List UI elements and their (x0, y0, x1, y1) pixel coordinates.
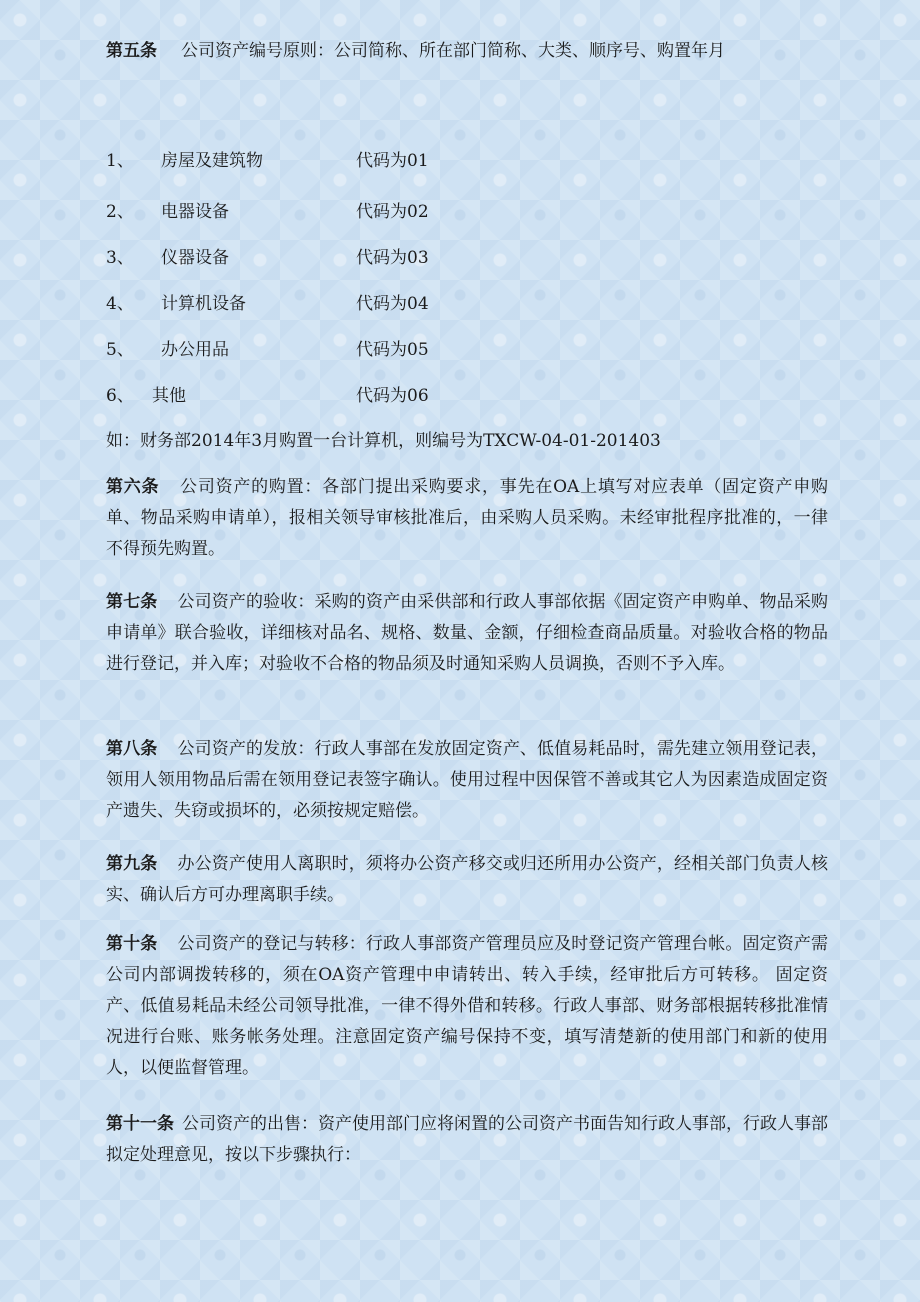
article-5 (106, 36, 828, 67)
article-label: 第八条 (106, 739, 158, 759)
code-value: 代码为05 (356, 340, 429, 360)
code-number: 1、 (106, 151, 134, 171)
code-row-4 (106, 292, 606, 316)
article-label: 第十一条 (106, 1114, 174, 1134)
code-category: 计算机设备 (161, 294, 246, 314)
code-number: 2、 (106, 202, 134, 222)
numbering-example: 如：财务部2014年3月购置一台计算机，则编号为TXCW-04-01-201403 (106, 431, 661, 451)
code-value: 代码为02 (356, 202, 429, 222)
article-text: 公司资产的登记与转移：行政人事部资产管理员应及时登记资产管理台帐。固定资产需公司内部调拨转移的，须在OA资产管理中申请转出、转入手续，经审批后方可转移。 固定资产、低值易耗品未经公司领导批准，一律不得外借和转移。行政人事部、财务部根据转移批准情况进行台账、账务帐务处理。注意固定资产编号保持不变，填写清楚新的使用部门和新的使用人，以便监督管理。 (106, 934, 829, 1078)
code-row-6 (106, 384, 606, 408)
article-7 (106, 587, 828, 680)
code-category: 电器设备 (161, 202, 229, 222)
code-row-5 (106, 338, 606, 362)
code-number: 3、 (106, 248, 134, 268)
article-text: 公司资产编号原则：公司简称、所在部门简称、大类、顺序号、购置年月 (181, 41, 725, 61)
code-row-2 (106, 200, 606, 224)
article-6 (106, 472, 828, 565)
article-label: 第七条 (106, 592, 158, 612)
code-number: 6、 (106, 386, 134, 406)
article-label: 第六条 (106, 477, 160, 497)
article-label: 第九条 (106, 854, 158, 874)
article-text: 办公资产使用人离职时，须将办公资产移交或归还所用办公资产，经相关部门负责人核实、确认后方可办理离职手续。 (106, 854, 829, 905)
code-value: 代码为03 (356, 248, 429, 268)
code-value: 代码为06 (356, 386, 429, 406)
code-value: 代码为04 (356, 294, 429, 314)
article-10 (106, 929, 828, 1084)
article-label: 第五条 (106, 41, 157, 61)
article-text: 公司资产的购置：各部门提出采购要求，事先在OA上填写对应表单（固定资产申购单、物品采购申请单），报相关领导审核批准后，由采购人员采购。未经审批程序批准的，一律不得预先购置。 (106, 477, 828, 559)
code-number: 5、 (106, 340, 134, 360)
article-text: 公司资产的出售：资产使用部门应将闲置的公司资产书面告知行政人事部，行政人事部拟定处理意见，按以下步骤执行： (106, 1114, 828, 1165)
article-text: 公司资产的验收：采购的资产由采供部和行政人事部依据《固定资产申购单、物品采购申请单》联合验收，详细核对品名、规格、数量、金额，仔细检查商品质量。对验收合格的物品进行登记，并入库；对验收不合格的物品须及时通知采购人员调换，否则不予入库。 (106, 592, 829, 674)
code-category: 其他 (152, 386, 186, 406)
code-row-3 (106, 246, 606, 270)
code-category: 仪器设备 (161, 248, 229, 268)
code-row-1 (106, 149, 606, 173)
article-text: 公司资产的发放：行政人事部在发放固定资产、低值易耗品时，需先建立领用登记表，领用人领用物品后需在领用登记表签字确认。使用过程中因保管不善或其它人为因素造成固定资产遗失、失窃或损坏的，必须按规定赔偿。 (106, 739, 829, 821)
code-category: 房屋及建筑物 (161, 151, 263, 171)
article-8 (106, 734, 828, 827)
code-value: 代码为01 (356, 151, 429, 171)
article-9 (106, 849, 828, 911)
article-label: 第十条 (106, 934, 158, 954)
code-category: 办公用品 (161, 340, 229, 360)
code-number: 4、 (106, 294, 134, 314)
article-11 (106, 1109, 828, 1171)
